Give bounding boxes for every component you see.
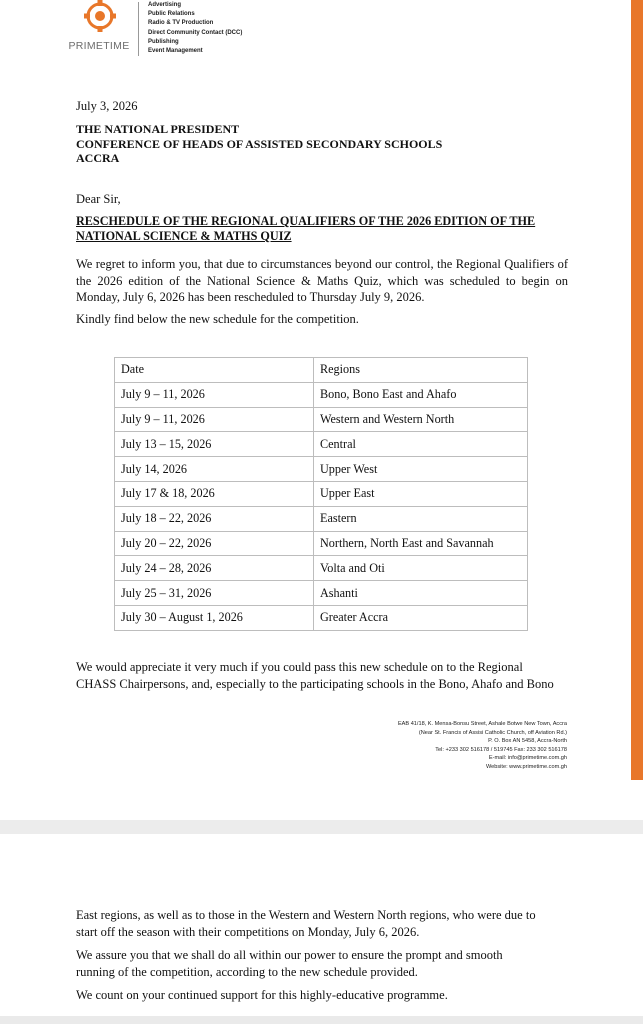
- column-header-regions: Regions: [314, 358, 528, 383]
- schedule-table: [114, 357, 528, 631]
- paragraph-schedule-intro: Kindly find below the new schedule for the competition.: [76, 312, 359, 326]
- schedule-regions-cell: Upper West: [314, 457, 528, 482]
- schedule-date-cell: July 17 & 18, 2026: [115, 481, 314, 506]
- footer-line: Tel: +233 302 516178 / 519745 Fax: 233 302 516178: [435, 746, 567, 753]
- subject-line: NATIONAL SCIENCE & MATHS QUIZ: [76, 229, 292, 243]
- recipient-line: THE NATIONAL PRESIDENT: [76, 122, 240, 136]
- primetime-logo-icon: [80, 0, 120, 36]
- letterhead-footer: [398, 720, 567, 772]
- subject-line: RESCHEDULE OF THE REGIONAL QUALIFIERS OF THE 2026 EDITION OF THE: [76, 214, 536, 228]
- footer-line: P. O. Box AN 5458, Accra-North: [488, 738, 567, 745]
- column-header-date: Date: [115, 358, 314, 383]
- service-item: Radio & TV Production: [148, 20, 214, 27]
- table-row: [115, 605, 528, 630]
- letter-subject: [76, 214, 556, 244]
- table-row: [115, 506, 528, 531]
- schedule-regions-cell: Central: [314, 432, 528, 457]
- schedule-date-cell: July 30 – August 1, 2026: [115, 605, 314, 630]
- paragraph-intro: We regret to inform you, that due to circumstances beyond our control, the Regional Qualifiers of the 2026 edition of the National Science & Maths Quiz, which was scheduled to begin on Monday, July 6, 2026 has been rescheduled to Thursday July 9, 2026.: [76, 257, 568, 304]
- schedule-regions-cell: Bono, Bono East and Ahafo: [314, 382, 528, 407]
- table-row: [115, 531, 528, 556]
- paragraph-line: We would appreciate it very much if you could pass this new schedule on to the Regional: [76, 660, 523, 674]
- service-item: Event Management: [148, 48, 203, 55]
- paragraph-line: We assure you that we shall do all within our power to ensure the prompt and smooth: [76, 948, 503, 962]
- paragraph-line: East regions, as well as to those in the Western and Western North regions, who were due to: [76, 908, 536, 922]
- salutation: Dear Sir,: [76, 192, 121, 206]
- recipient-line: ACCRA: [76, 151, 120, 165]
- recipient-line: CONFERENCE OF HEADS OF ASSISTED SECONDARY SCHOOLS: [76, 136, 443, 151]
- table-row: [115, 432, 528, 457]
- footer-line: Website: www.primetime.com.gh: [485, 763, 567, 770]
- schedule-regions-cell: Greater Accra: [314, 605, 528, 630]
- footer-line: E-mail: info@primetime.com.gh: [488, 755, 567, 762]
- brand-edge-bar: [631, 0, 643, 780]
- schedule-date-cell: July 20 – 22, 2026: [115, 531, 314, 556]
- schedule-regions-cell: Eastern: [314, 506, 528, 531]
- schedule-date-cell: July 24 – 28, 2026: [115, 556, 314, 581]
- letter-date: July 3, 2026: [76, 99, 138, 113]
- page-bottom-edge: [0, 1016, 643, 1024]
- paragraph-continued: [76, 907, 570, 940]
- service-item: Advertising: [148, 2, 182, 8]
- table-row: [115, 481, 528, 506]
- table-row: [115, 382, 528, 407]
- letterhead-divider: [138, 2, 139, 56]
- footer-line: (Near St. Francis of Assisi Catholic Church, off Aviation Rd.): [418, 729, 567, 736]
- footer-line: EAB 41/18, K. Mensa-Bonsu Street, Ashale Botwe New Town, Accra: [397, 721, 567, 727]
- service-item: Publishing: [148, 38, 179, 45]
- paragraph-line: running of the competition, according to the new schedule provided.: [76, 964, 418, 979]
- paragraph-closing: We count on your continued support for this highly-educative programme.: [76, 988, 448, 1002]
- schedule-regions-cell: Upper East: [314, 481, 528, 506]
- schedule-date-cell: July 14, 2026: [115, 457, 314, 482]
- schedule-regions-cell: Volta and Oti: [314, 556, 528, 581]
- paragraph-assurance: [76, 947, 570, 980]
- paragraph-line: start off the season with their competitions on Monday, July 6, 2026.: [76, 924, 420, 939]
- table-header-row: [115, 358, 528, 383]
- paragraph-request: [76, 659, 570, 692]
- service-item: Direct Community Contact (DCC): [148, 29, 243, 36]
- schedule-date-cell: July 9 – 11, 2026: [115, 407, 314, 432]
- table-row: [115, 581, 528, 606]
- services-list: [148, 1, 242, 56]
- company-logo: [62, 0, 136, 60]
- table-row: [115, 556, 528, 581]
- schedule-date-cell: July 25 – 31, 2026: [115, 581, 314, 606]
- table-row: [115, 457, 528, 482]
- schedule-regions-cell: Ashanti: [314, 581, 528, 606]
- schedule-regions-cell: Western and Western North: [314, 407, 528, 432]
- paragraph-line: CHASS Chairpersons, and, especially to the participating schools in the Bono, Ahafo and Bono: [76, 676, 554, 691]
- service-item: Public Relations: [148, 11, 195, 18]
- schedule-date-cell: July 13 – 15, 2026: [115, 432, 314, 457]
- page-gap: [0, 820, 643, 834]
- schedule-regions-cell: Northern, North East and Savannah: [314, 531, 528, 556]
- recipient-address: [76, 122, 442, 166]
- table-row: [115, 407, 528, 432]
- brand-name: PRIMETIME: [68, 40, 130, 52]
- schedule-date-cell: July 18 – 22, 2026: [115, 506, 314, 531]
- schedule-date-cell: July 9 – 11, 2026: [115, 382, 314, 407]
